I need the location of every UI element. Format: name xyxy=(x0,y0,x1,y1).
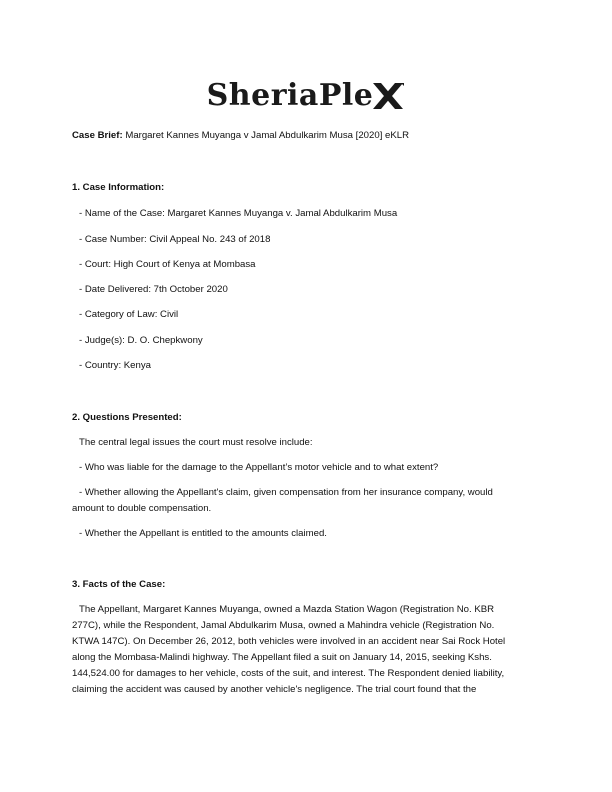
case-info-name: - Name of the Case: Margaret Kannes Muyanga v. Jamal Abdulkarim Musa xyxy=(79,208,398,219)
question-double-compensation-cont: amount to double compensation. xyxy=(72,503,212,514)
section-heading-facts: 3. Facts of the Case: xyxy=(72,579,166,590)
logo-text: SheriaPle xyxy=(206,78,374,113)
case-info-category: - Category of Law: Civil xyxy=(79,309,179,320)
sheriaplex-logo xyxy=(0,78,612,113)
questions-intro: The central legal issues the court must resolve include: xyxy=(79,437,313,448)
question-entitlement: - Whether the Appellant is entitled to the amounts claimed. xyxy=(79,528,327,539)
question-liability: - Who was liable for the damage to the Appellant’s motor vehicle and to what extent? xyxy=(79,462,439,473)
section-heading-questions-presented: 2. Questions Presented: xyxy=(72,412,182,423)
facts-line: 144,524.00 for damages to her vehicle, costs of the suit, and interest. The Respondent denied liability, xyxy=(72,668,505,679)
case-info-court: - Court: High Court of Kenya at Mombasa xyxy=(79,259,256,270)
section-heading-case-information: 1. Case Information: xyxy=(72,182,165,193)
facts-line: 277C), while the Respondent, Jamal Abdulkarim Musa, owned a Mahindra vehicle (Registration No. xyxy=(72,620,495,631)
facts-line: KTWA 147C). On December 26, 2012, both vehicles were involved in an accident near Sai Rock Hotel xyxy=(72,636,506,647)
case-brief-line xyxy=(72,130,409,141)
case-brief-title: Margaret Kannes Muyanga v Jamal Abdulkarim Musa [2020] eKLR xyxy=(125,130,410,141)
facts-line: along the Mombasa-Malindi highway. The Appellant filed a suit on January 14, 2015, seeking Kshs. xyxy=(72,652,492,663)
facts-line: The Appellant, Margaret Kannes Muyanga, owned a Mazda Station Wagon (Registration No. KBR xyxy=(79,604,495,615)
facts-line: claiming the accident was caused by another vehicle's negligence. The trial court found that the xyxy=(72,684,477,695)
case-brief-label: Case Brief: xyxy=(72,130,123,141)
case-info-country: - Country: Kenya xyxy=(79,360,151,371)
case-info-judges: - Judge(s): D. O. Chepkwony xyxy=(79,335,203,346)
case-info-date: - Date Delivered: 7th October 2020 xyxy=(79,284,228,295)
logo-x-mark-icon xyxy=(371,81,405,111)
case-info-number: - Case Number: Civil Appeal No. 243 of 2018 xyxy=(79,234,271,245)
question-double-compensation: - Whether allowing the Appellant's claim, given compensation from her insurance company, would xyxy=(79,487,493,498)
